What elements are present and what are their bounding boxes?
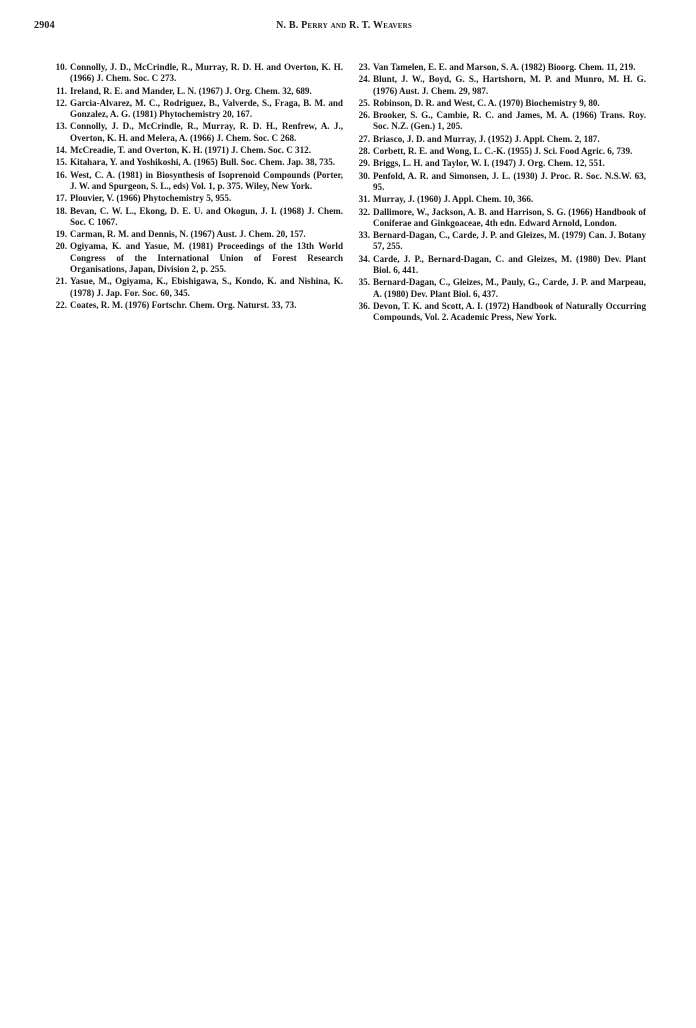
reference-number: 14. bbox=[55, 145, 67, 156]
reference-text: Devon, T. K. and Scott, A. I. (1972) Handbook of Naturally Occurring Compounds, Vol. 2. Academic Press, New York. bbox=[373, 300, 646, 323]
reference-entry bbox=[53, 121, 343, 144]
reference-text: Connolly, J. D., McCrindle, R., Murray, R. D. H. and Overton, K. H. (1966) J. Chem. Soc. C 273. bbox=[70, 62, 343, 84]
running-head: N. B. Perry and R. T. Weavers bbox=[276, 20, 412, 31]
reference-entry bbox=[356, 74, 646, 97]
reference-text: Bernard-Dagan, C., Carde, J. P. and Gleizes, M. (1979) Can. J. Botany 57, 255. bbox=[373, 230, 646, 252]
reference-number: 32. bbox=[358, 206, 370, 217]
reference-entry bbox=[53, 193, 343, 204]
reference-text: McCreadie, T. and Overton, K. H. (1971) J. Chem. Soc. C 312. bbox=[70, 145, 311, 156]
reference-number: 30. bbox=[358, 170, 370, 181]
reference-entry bbox=[356, 230, 646, 253]
reference-number: 21. bbox=[55, 276, 67, 287]
reference-number: 11. bbox=[56, 85, 67, 96]
reference-entry bbox=[53, 157, 343, 168]
reference-entry bbox=[53, 300, 343, 311]
reference-text: Van Tamelen, E. E. and Marson, S. A. (1982) Bioorg. Chem. 11, 219. bbox=[373, 62, 636, 72]
reference-text: Briasco, J. D. and Murray, J. (1952) J. Appl. Chem. 2, 187. bbox=[373, 133, 600, 144]
reference-number: 23. bbox=[358, 62, 370, 72]
page-number: 2904 bbox=[34, 20, 55, 31]
reference-number: 26. bbox=[358, 110, 370, 121]
reference-number: 12. bbox=[55, 97, 67, 108]
reference-text: Ireland, R. E. and Mander, L. N. (1967) J. Org. Chem. 32, 689. bbox=[70, 85, 312, 96]
reference-entry bbox=[356, 98, 646, 109]
reference-number: 24. bbox=[358, 74, 370, 85]
reference-text: Dallimore, W., Jackson, A. B. and Harrison, S. G. (1966) Handbook of Coniferae and Ginkgoaceae, 4th edn. Edward Arnold, London. bbox=[373, 206, 646, 228]
reference-number: 31. bbox=[358, 194, 370, 205]
reference-text: Murray, J. (1960) J. Appl. Chem. 10, 366. bbox=[373, 194, 534, 205]
reference-entry bbox=[356, 301, 646, 324]
reference-number: 36. bbox=[358, 300, 370, 311]
reference-number: 28. bbox=[358, 146, 370, 157]
reference-entry bbox=[53, 170, 343, 193]
reference-number: 22. bbox=[55, 299, 67, 310]
reference-text: Bernard-Dagan, C., Gleizes, M., Pauly, G., Carde, J. P. and Marpeau, A. (1980) Dev. Plant Biol. 6, 437. bbox=[373, 277, 646, 299]
reference-number: 27. bbox=[358, 133, 370, 144]
reference-number: 34. bbox=[358, 253, 370, 264]
reference-text: Yasue, M., Ogiyama, K., Ebishigawa, S., Kondo, K. and Nishina, K. (1978) J. Jap. For. Soc. 60, 345. bbox=[70, 276, 343, 298]
reference-entry bbox=[356, 277, 646, 300]
reference-number: 35. bbox=[358, 277, 370, 288]
reference-number: 29. bbox=[358, 158, 370, 169]
reference-entry bbox=[53, 229, 343, 240]
reference-entry bbox=[356, 158, 646, 169]
reference-text: Connolly, J. D., McCrindle, R., Murray, R. D. H., Renfrew, A. J., Overton, K. H. and Melera, A. (1966) J. Chem. Soc. C 268. bbox=[70, 121, 343, 143]
references-right-column bbox=[356, 62, 646, 325]
reference-text: Briggs, L. H. and Taylor, W. I. (1947) J. Org. Chem. 12, 551. bbox=[373, 158, 605, 169]
reference-number: 33. bbox=[358, 230, 370, 241]
reference-number: 18. bbox=[55, 205, 67, 216]
reference-text: Kitahara, Y. and Yoshikoshi, A. (1965) Bull. Soc. Chem. Jap. 38, 735. bbox=[70, 157, 336, 168]
reference-text: Penfold, A. R. and Simonsen, J. L. (1930) J. Proc. R. Soc. N.S.W. 63, 95. bbox=[373, 170, 646, 192]
reference-entry bbox=[356, 62, 646, 73]
reference-entry bbox=[356, 110, 646, 133]
reference-entry bbox=[53, 145, 343, 156]
page-header bbox=[34, 20, 654, 40]
references-left-column bbox=[53, 62, 343, 312]
reference-entry bbox=[53, 241, 343, 275]
reference-text: Brooker, S. G., Cambie, R. C. and James, M. A. (1966) Trans. Roy. Soc. N.Z. (Gen.) 1, 205. bbox=[373, 110, 646, 132]
reference-entry bbox=[356, 207, 646, 230]
reference-entry bbox=[356, 254, 646, 277]
reference-number: 15. bbox=[55, 157, 67, 168]
reference-entry bbox=[53, 86, 343, 97]
reference-entry bbox=[53, 206, 343, 229]
reference-number: 17. bbox=[55, 193, 67, 204]
reference-text: Ogiyama, K. and Yasue, M. (1981) Proceedings of the 13th World Congress of the International Union of Forest Research Organisations, Japan, Division 2, p. 255. bbox=[70, 241, 343, 275]
reference-number: 25. bbox=[358, 97, 370, 108]
reference-text: Garcia-Alvarez, M. C., Rodriguez, B., Valverde, S., Fraga, B. M. and Gonzalez, A. G. (1981) Phytochemistry 20, 167. bbox=[70, 97, 343, 120]
reference-entry bbox=[53, 98, 343, 121]
reference-entry bbox=[356, 194, 646, 205]
reference-text: Carde, J. P., Bernard-Dagan, C. and Gleizes, M. (1980) Dev. Plant Biol. 6, 441. bbox=[373, 253, 646, 276]
reference-number: 13. bbox=[55, 121, 67, 132]
reference-text: Plouvier, V. (1966) Phytochemistry 5, 955. bbox=[70, 193, 232, 204]
reference-number: 20. bbox=[55, 241, 67, 252]
reference-text: Bevan, C. W. L., Ekong, D. E. U. and Okogun, J. I. (1968) J. Chem. Soc. C 1067. bbox=[70, 205, 343, 227]
reference-entry bbox=[53, 276, 343, 299]
reference-entry bbox=[53, 62, 343, 85]
reference-text: Corbett, R. E. and Wong, L. C.-K. (1955) J. Sci. Food Agric. 6, 739. bbox=[373, 146, 633, 157]
reference-text: Blunt, J. W., Boyd, G. S., Hartshorn, M. P. and Munro, M. H. G. (1976) Aust. J. Chem. 29, 987. bbox=[373, 74, 646, 96]
reference-text: Robinson, D. R. and West, C. A. (1970) Biochemistry 9, 80. bbox=[373, 97, 600, 108]
reference-entry bbox=[356, 134, 646, 145]
reference-text: Coates, R. M. (1976) Fortschr. Chem. Org. Naturst. 33, 73. bbox=[70, 299, 297, 310]
reference-text: Carman, R. M. and Dennis, N. (1967) Aust. J. Chem. 20, 157. bbox=[70, 229, 306, 240]
reference-number: 19. bbox=[55, 229, 67, 240]
reference-entry bbox=[356, 146, 646, 157]
reference-number: 16. bbox=[55, 169, 67, 180]
reference-text: West, C. A. (1981) in Biosynthesis of Isoprenoid Compounds (Porter, J. W. and Spurgeon, S. L., eds) Vol. 1, p. 375. Wiley, New York. bbox=[70, 169, 343, 191]
reference-entry bbox=[356, 171, 646, 194]
reference-number: 10. bbox=[55, 62, 67, 72]
